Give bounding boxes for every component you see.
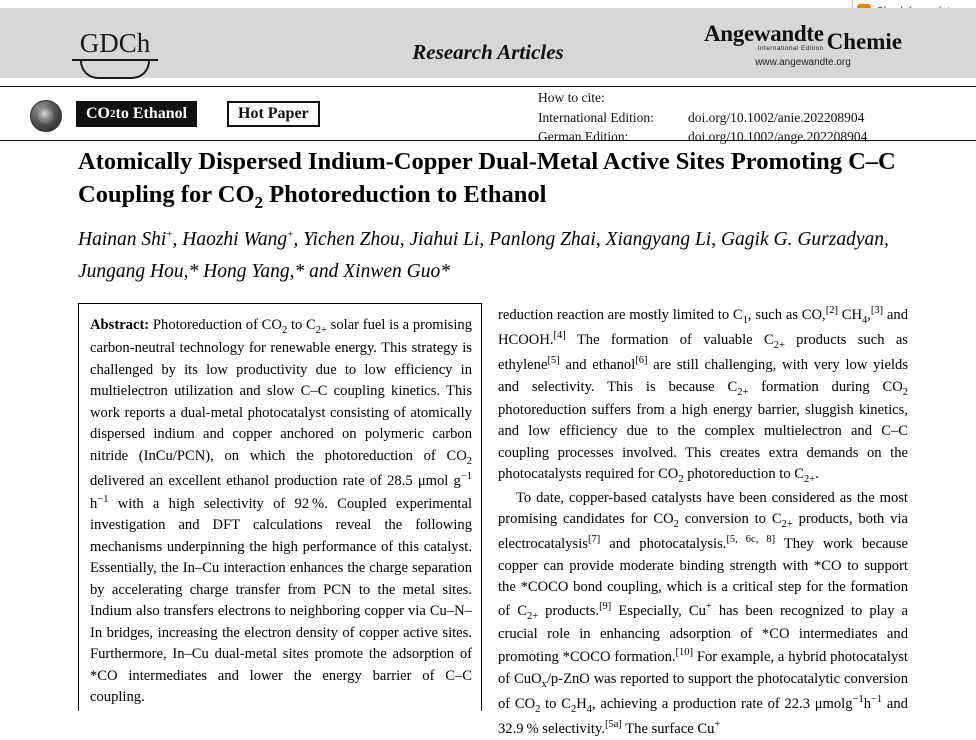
journal-edition-label: International Edition bbox=[757, 45, 824, 52]
journal-seal-icon bbox=[30, 100, 62, 132]
abstract-body: Photoreduction of $CO_2$ to $C_{2+}$ solar fuel is a promising carbon-neutral technology for renewable energy. This strategy is challenged by its low productivity due to low efficiency in multielectron utilization and slow C–C coupling kinetics. This work reports a dual-metal photocatalyst consisting of atomically dispersed indium and copper anchored on polymeric carbon nitride (InCu/PCN), on which the photoreduction of $CO_2$ delivered an excellent ethanol production rate of 28.5 μmol $g^{-1}$ $h^{-1}$ with a high selectivity of 92 %. Coupled experimental investigation and DFT calculations reveal the following mechanisms underpinning the high performance of this catalyst. Essentially, the In–Cu interaction enhances the charge separation by accelerating charge transfer from PCN to the metal sites. Indium also transfers electrons to neighboring copper via Cu–N–In bridges, increasing the electron density of copper active sites. Furthermore, In–Cu dual-metal sites promote the adsorption of *CO intermediates and lower the energy barrier of C–C coupling. bbox=[90, 317, 473, 705]
header-divider-top bbox=[0, 86, 976, 87]
category-tag: CO 2 to Ethanol bbox=[76, 101, 197, 127]
citation-edition-label: German Edition: bbox=[538, 129, 629, 145]
running-head: Research Articles bbox=[412, 40, 564, 64]
journal-name-line2: Chemie bbox=[826, 28, 903, 54]
journal-masthead bbox=[703, 21, 903, 68]
journal-header-band bbox=[0, 8, 976, 78]
body-paragraph: reduction reaction are mostly limited to $C_1$, such as CO,[2] $CH_4,[3]$ and HCOOH.[4] The formation of valuable $C_{2+}$ products such as ethylene[5] and ethanol[6] are still challenging, with very low yields and selectivity. This is because $C_{2+}$ formation during $CO_2$ photoreduction suffers from a high energy barrier, sluggish kinetics, and low efficiency due to the complex multielectron and C–C coupling processes involved. This creates extra demands on the photocatalysts required for $CO_2$ photoreduction to $C_{2+}$. bbox=[498, 305, 908, 486]
hot-paper-badge: Hot Paper bbox=[227, 101, 320, 127]
article-authors: Hainan Shi+, Haozhi Wang+, Yichen Zhou, Jiahui Li, Panlong Zhai, Xiangyang Li, Gagik G. Gurzadyan, Jungang Hou,* Hong Yang,* and Xinwen Guo* bbox=[78, 228, 889, 282]
citation-edition-label: International Edition: bbox=[538, 109, 654, 125]
citation-row bbox=[538, 108, 867, 128]
body-column-right bbox=[498, 303, 908, 740]
abstract-text bbox=[90, 315, 472, 708]
article-title: Atomically Dispersed Indium-Copper Dual-Metal Active Sites Promoting C–C Coupling for $CO_2$ Photoreduction to Ethanol bbox=[78, 148, 896, 212]
how-to-cite-heading: How to cite: bbox=[538, 90, 605, 105]
citation-doi-link[interactable]: doi.org/10.1002/ange.202208904 bbox=[688, 129, 868, 145]
abstract-label: Abstract: bbox=[90, 317, 150, 333]
body-paragraph: To date, copper-based catalysts have been considered as the most promising candidates for $CO_2$ conversion to $C_{2+}$ products, both via electrocatalysis[7] and photocatalysis.[5, 6c, 8] They work because copper can provide moderate binding strength with *CO to support the *COCO bond coupling, which is a critical step for the formation of $C_{2+}$ products.[9] Especially, Cu+ has been recognized to play a crucial role in enhancing adsorption of *CO intermediates and promoting *COCO formation.[10] For example, a hybrid photocatalyst of CuO$_x$/p-ZnO was reported to support the photocatalytic conversion of $CO_2$ to $C_2H_4$, achieving a production rate of 22.3 $\mu molg^{-1}h^{-1}$ and 32.9 % selectivity.[5a] The surface Cu+ bbox=[498, 489, 909, 737]
journal-name-line1: Angewandte bbox=[703, 21, 824, 46]
how-to-cite-block bbox=[538, 88, 867, 147]
journal-website[interactable]: www.angewandte.org bbox=[755, 56, 851, 68]
citation-doi-link[interactable]: doi.org/10.1002/anie.202208904 bbox=[688, 109, 865, 125]
citation-row bbox=[538, 127, 867, 147]
gdch-logo-letters: GDCh bbox=[79, 28, 151, 58]
